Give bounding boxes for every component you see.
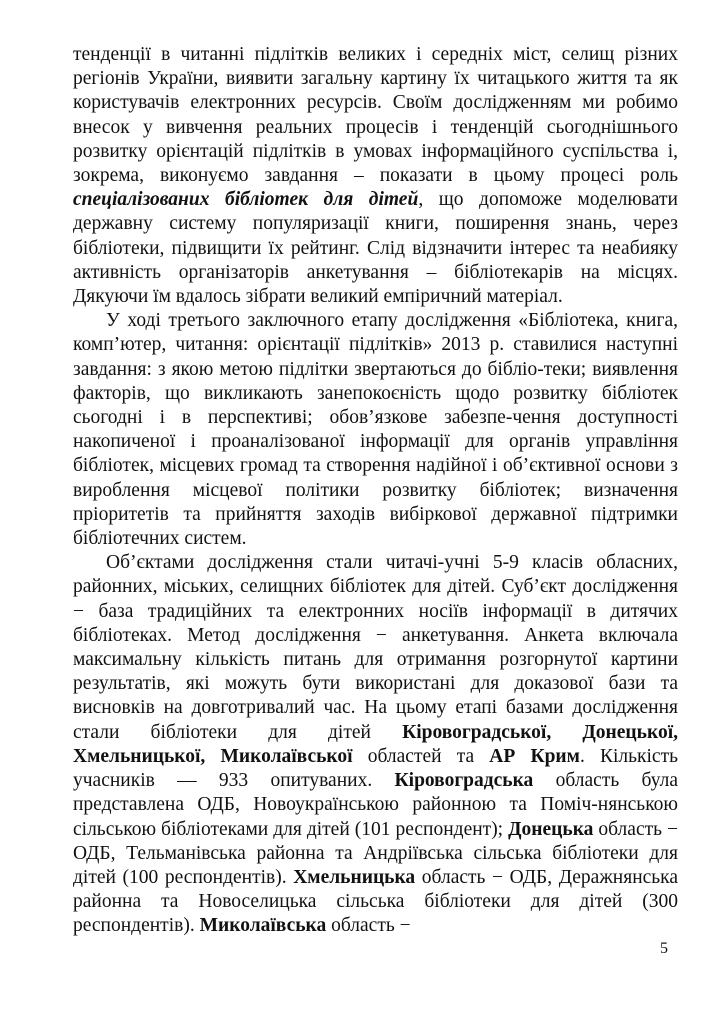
text-run: Об’єктами дослідження стали читачі-учні 5-9 класів обласних, районних, міських, селищних бібліотек для дітей. Суб’єкт дослідження − база традиційних та електронних носіїв інформації в дитячих бібліотеках. Метод дослідження − анкетування. Анкета включала максимальну кількість питань для отримання розгорнутої картини результатів, які можуть бути використані для доказової бази та висновків на довготривалий час. На цьому етапі базами дослідження стали бібліотеки для дітей	[73, 552, 678, 743]
body-text	[73, 43, 678, 939]
bold-text: АР Крим	[489, 745, 580, 767]
emphasized-text: спеціалізованих бібліотек для дітей	[73, 189, 419, 211]
bold-text: Миколаївська	[199, 915, 327, 937]
paragraph	[73, 309, 678, 551]
text-run: область − ОДБ, Деражнянська районна та Новоселицька сільська бібліотеки для дітей (300 респондентів).	[73, 866, 679, 937]
bold-text: Кіровоградської, Донецької, Хмельницької, Миколаївської	[73, 721, 679, 767]
page-number: 5	[660, 940, 668, 957]
paragraph	[73, 551, 678, 938]
bold-text: Хмельницька	[293, 866, 416, 888]
bold-text: Донецька	[508, 818, 594, 840]
text-run: область була представлена ОДБ, Новоукраїнською районною та Поміч-нянською сільською бібліотеками для дітей (101 респондент);	[73, 770, 679, 840]
text-run: У ході третього заключного етапу дослідження «Бібліотека, книга, комп’ютер, читання: орієнтації підлітків» 2013 р. ставилися наступні завдання: з якою метою підлітки звертаються до бібліо-теки; виявлення факторів, що викликають занепокоєність щодо розвитку бібліотек сьогодні і в перспективі; обов’язкове забезпе-чення доступності накопиченої і проаналізованої інформації для органів управління бібліотек, місцевих громад та створення надійної і об’єктивної основи з вироблення місцевої політики розвитку бібліотек; визначення пріоритетів та прийняття заходів вибіркової державної підтримки бібліотечних систем.	[73, 310, 678, 550]
text-run: область − ОДБ, Тельманівська районна та Андріївська сільська бібліотеки для дітей (100 респондентів).	[73, 818, 678, 888]
bold-text: Кіровоградська	[394, 770, 534, 792]
paragraph	[73, 43, 678, 309]
text-run: областей та	[352, 745, 490, 767]
text-run: , що допоможе моделювати державну систему популяризації книги, поширення знань, через бібліотеки, підвищити їх рейтинг. Слід відзначити інтерес та неабияку активність організаторів анкетування – бібліотекарів на місцях. Дякуючи їм вдалось зібрати великий емпіричний матеріал.	[73, 189, 678, 308]
text-run: . Кількість учасників — 933 опитуваних.	[73, 745, 678, 792]
text-run: область −	[326, 915, 411, 937]
text-run: тенденції в читанні підлітків великих і середніх міст, селищ різних регіонів України, виявити загальну картину їх читацького життя та як користувачів електронних ресурсів. Своїм дослідженням ми робимо внесок у вивчення реальних процесів і тенденцій сьогоднішнього розвитку орієнтацій підлітків в умовах інформаційного суспільства і, зокрема, виконуємо завдання – показати в цьому процесі роль	[73, 44, 678, 187]
